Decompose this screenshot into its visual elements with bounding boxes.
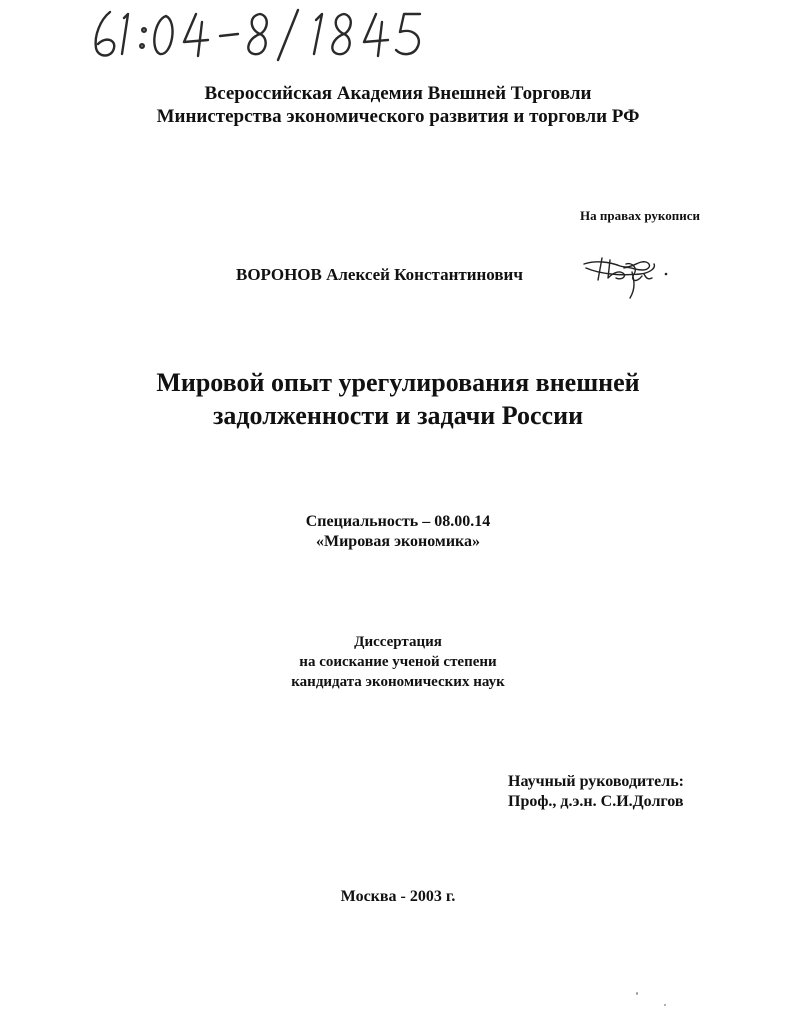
rights-note: На правах рукописи <box>580 208 700 223</box>
scan-speck <box>664 1004 666 1006</box>
degree-line-3: кандидата экономических наук <box>291 674 505 690</box>
specialty-code: Специальность – 08.00.14 <box>305 513 491 530</box>
author-surname: ВОРОНОВ <box>236 265 322 284</box>
specialty <box>0 512 796 552</box>
title-line-1: Мировой опыт урегулирования внешней <box>156 368 640 397</box>
supervisor-label: Научный руководитель: <box>508 773 684 790</box>
author-given-name: Алексей Константинович <box>326 265 523 284</box>
dissertation-degree <box>0 632 796 692</box>
institution-line-2: Министерства экономического развития и торговли РФ <box>156 106 640 127</box>
institution-name <box>0 82 796 128</box>
degree-line-1: Диссертация <box>354 634 442 650</box>
supervisor-name: Проф., д.э.н. С.И.Долгов <box>508 793 684 810</box>
city-year: Москва - 2003 г. <box>340 888 456 905</box>
degree-line-2: на соискание ученой степени <box>299 654 497 670</box>
scan-speck <box>636 992 638 995</box>
dissertation-title <box>0 366 796 432</box>
author-name <box>236 265 523 285</box>
title-line-2: задолженности и задачи России <box>212 401 584 430</box>
specialty-name: «Мировая экономика» <box>315 533 481 550</box>
institution-line-1: Всероссийская Академия Внешней Торговли <box>204 83 592 104</box>
signature-icon <box>580 248 672 304</box>
handwritten-archive-number <box>88 2 428 64</box>
scientific-supervisor <box>508 772 684 812</box>
